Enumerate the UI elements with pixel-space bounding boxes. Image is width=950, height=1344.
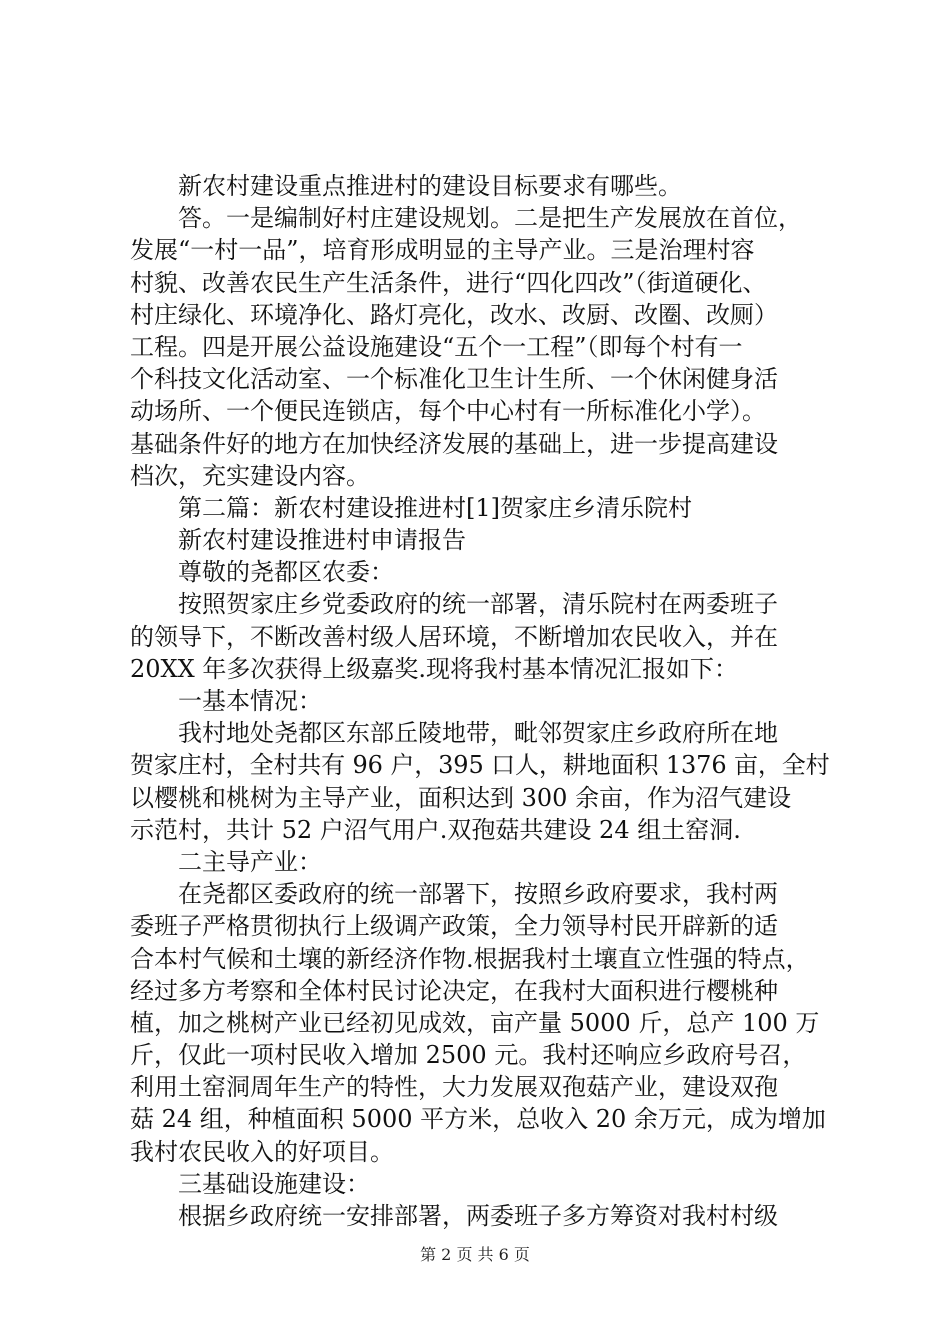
text-line: 三基础设施建设： (178, 1169, 370, 1198)
text-line: 我村农民收入的好项目。 (130, 1137, 394, 1166)
text-line: 在尧都区委政府的统一部署下，按照乡政府要求，我村两 (178, 880, 778, 909)
text-line: 植，加之桃树产业已经初见成效，亩产量 5000 斤，总产 100 万 (130, 1008, 820, 1037)
text-line: 村貌、改善农民生产生活条件，进行“四化四改”（街道硬化、 (130, 268, 767, 297)
text-line: 根据乡政府统一安排部署，两委班子多方筹资对我村村级 (178, 1202, 778, 1230)
text-line: 示范村，共计 52 户沼气用户.双孢菇共建设 24 组土窑洞. (130, 815, 741, 844)
text-line: 我村地处尧都区东部丘陵地带，毗邻贺家庄乡政府所在地 (178, 719, 778, 748)
text-line: 以樱桃和桃树为主导产业，面积达到 300 余亩，作为沼气建设 (130, 783, 792, 812)
text-line: 新农村建设重点推进村的建设目标要求有哪些。 (178, 172, 682, 200)
text-line: 档次，充实建设内容。 (130, 461, 370, 490)
text-line: 工程。四是开展公益设施建设“五个一工程”（即每个村有一 (130, 332, 743, 361)
text-line: 动场所、一个便民连锁店，每个中心村有一所标准化小学）。 (130, 397, 766, 426)
text-line: 尊敬的尧都区农委： (178, 558, 394, 587)
page-footer: 第 2 页 共 6 页 (420, 1245, 530, 1264)
text-line: 的领导下，不断改善村级人居环境，不断增加农民收入，并在 (130, 622, 778, 651)
text-line: 一基本情况： (178, 687, 322, 715)
text-line: 合本村气候和土壤的新经济作物.根据我村土壤直立性强的特点， (130, 944, 810, 973)
text-line: 20XX 年多次获得上级嘉奖.现将我村基本情况汇报如下： (130, 654, 738, 683)
text-line: 个科技文化活动室、一个标准化卫生计生所、一个休闲健身活 (130, 365, 778, 394)
text-line: 发展“一村一品”，培育形成明显的主导产业。三是治理村容 (130, 236, 755, 265)
document-body (130, 170, 830, 1232)
text-line: 贺家庄村，全村共有 96 户，395 口人，耕地面积 1376 亩，全村 (130, 751, 830, 780)
text-line: 委班子严格贯彻执行上级调产政策，全力领导村民开辟新的适 (130, 912, 778, 941)
text-line: 答。一是编制好村庄建设规划。二是把生产发展放在首位， (178, 204, 802, 233)
text-line: 村庄绿化、环境净化、路灯亮化，改水、改厨、改圈、改厕） (130, 300, 778, 329)
text-line: 斤，仅此一项村民收入增加 2500 元。我村还响应乡政府号召， (130, 1041, 807, 1070)
text-line: 菇 24 组，种植面积 5000 平方米，总收入 20 余万元，成为增加 (130, 1105, 826, 1134)
text-line: 新农村建设推进村申请报告 (178, 526, 466, 555)
text-line: 利用土窑洞周年生产的特性，大力发展双孢菇产业，建设双孢 (130, 1073, 778, 1102)
text-line: 第二篇：新农村建设推进村[1]贺家庄乡清乐院村 (178, 493, 692, 522)
text-line: 按照贺家庄乡党委政府的统一部署，清乐院村在两委班子 (178, 590, 778, 619)
text-line: 基础条件好的地方在加快经济发展的基础上，进一步提高建设 (130, 429, 778, 458)
text-line: 二主导产业： (178, 847, 322, 876)
text-line: 经过多方考察和全体村民讨论决定，在我村大面积进行樱桃种 (130, 976, 778, 1005)
